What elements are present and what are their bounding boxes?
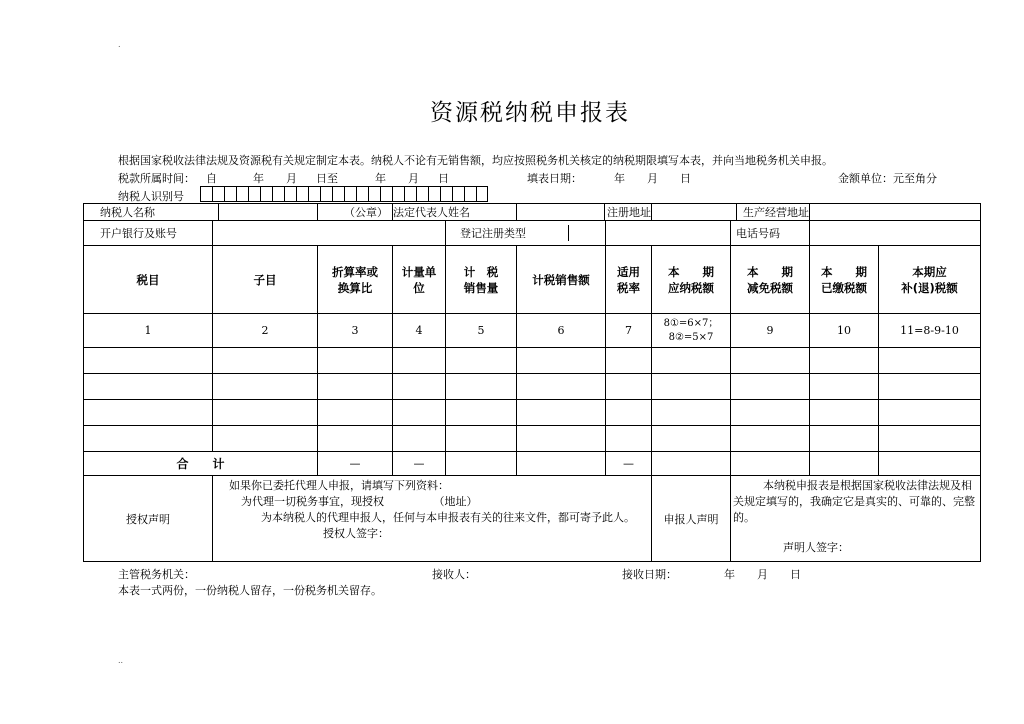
declaration-row: [84, 476, 981, 562]
col-header-sales-amount: 计税销售额: [517, 246, 606, 314]
col-header-tax-refund-text: 本期应 补(退)税额: [901, 264, 958, 295]
period-year-2: 年: [375, 172, 386, 185]
form-title: 资源税纳税申报表: [430, 100, 630, 126]
col-header-tax-payable: [652, 246, 731, 314]
col-header-tax-rate-text: 适用 税率: [617, 264, 640, 295]
col-header-tax-paid: [810, 246, 879, 314]
intro-text: 根据国家税收法律法规及资源税有关规定制定本表。纳税人不论有无销售额，均应按照税务机关核定的纳税期限填写本表，并向当地税务机关申报。: [118, 154, 833, 167]
tax-period-label: 税款所属时间：: [118, 172, 195, 185]
declarant-text: 本纳税申报表是根据国家税收法律法规及相关规定填写的，我确定它是真实的、可靠的、完整的。: [733, 479, 975, 524]
table-row: [84, 374, 981, 400]
period-from: 自: [206, 172, 217, 185]
reg-type-field-ext[interactable]: [606, 221, 731, 246]
total-dash-1: —: [318, 452, 393, 476]
reg-type-label: 登记注册类型: [446, 225, 569, 241]
col-number-8-text: 8①=6×7； 8②=5×7: [663, 317, 719, 343]
table-row: [84, 426, 981, 452]
total-dash-2: —: [393, 452, 446, 476]
col-number-6: 6: [517, 314, 606, 348]
period-year-1: 年: [253, 172, 264, 185]
col-header-tax-item: 税目: [84, 246, 213, 314]
total-dash-3: —: [606, 452, 652, 476]
authorization-line-1: 如果你已委托代理人申报，请填写下列资料：: [229, 479, 449, 492]
col-number-8: [652, 314, 731, 348]
period-month-2: 月: [408, 172, 419, 185]
col-number-5: 5: [446, 314, 517, 348]
col-number-3: 3: [318, 314, 393, 348]
fill-date-label: 填表日期：: [527, 172, 582, 185]
taxpayer-name-label: 纳税人名称: [84, 204, 219, 220]
taxpayer-id-label: 纳税人识别号: [118, 190, 184, 203]
col-number-4: 4: [393, 314, 446, 348]
declarant-label: 申报人声明: [652, 476, 731, 562]
phone-label: 电话号码: [736, 227, 780, 240]
phone-field[interactable]: [810, 221, 981, 246]
col-number-10: 10: [810, 314, 879, 348]
authorization-line-3: 为本纳税人的代理申报人，任何与本申报表有关的往来文件，都可寄予此人。: [261, 511, 635, 524]
biz-address-field[interactable]: [810, 204, 981, 221]
col-number-1: 1: [84, 314, 213, 348]
col-header-tax-refund: [879, 246, 981, 314]
col-header-tax-reduction-text: 本 期 减免税额: [747, 264, 793, 295]
table-row: [84, 348, 981, 374]
bank-info-row: [84, 221, 981, 246]
reg-type-field[interactable]: [569, 225, 605, 241]
official-seal-field[interactable]: （公章）: [318, 204, 393, 220]
table-row: [84, 400, 981, 426]
bank-account-field[interactable]: [213, 221, 446, 246]
period-day-2: 日: [438, 172, 449, 185]
period-day-to: 日至: [316, 172, 338, 185]
taxpayer-name-field[interactable]: [219, 204, 317, 220]
receive-date-label: 接收日期：: [622, 568, 677, 581]
declaration-table: [83, 203, 981, 562]
taxpayer-info-row: [84, 204, 981, 221]
reg-address-label: 注册地址: [607, 206, 651, 219]
col-header-conversion-rate: [318, 246, 393, 314]
col-header-unit: [393, 246, 446, 314]
total-row: [84, 452, 981, 476]
total-label: 合 计: [84, 452, 318, 476]
col-header-tax-rate: [606, 246, 652, 314]
col-header-conversion-rate-text: 折算率或 换算比: [332, 264, 378, 295]
legal-rep-label: 法定代表人姓名: [393, 206, 470, 219]
declarant-content: [731, 476, 981, 562]
col-header-unit-text: 计量单 位: [401, 264, 437, 295]
col-header-tax-payable-text: 本 期 应纳税额: [668, 264, 714, 295]
col-header-tax-paid-text: 本 期 已缴税额: [821, 264, 867, 295]
col-header-sales-volume-text: 计 税 销售量: [463, 264, 499, 295]
authorization-label: 授权声明: [84, 476, 213, 562]
column-header-row: [84, 246, 981, 314]
receiver-label: 接收人：: [432, 568, 476, 581]
col-number-7: 7: [606, 314, 652, 348]
col-header-sales-volume: [446, 246, 517, 314]
reg-address-field[interactable]: [652, 204, 737, 220]
col-number-9: 9: [731, 314, 810, 348]
authorization-line-2: 为代理一切税务事宜，现授权 （地址）: [241, 495, 478, 508]
amount-unit: 金额单位：元至角分: [838, 172, 937, 185]
col-number-2: 2: [213, 314, 318, 348]
col-header-sub-item: 子目: [213, 246, 318, 314]
tax-authority-label: 主管税务机关：: [118, 568, 195, 581]
bank-account-label: 开户银行及账号: [84, 221, 213, 246]
period-month-1: 月: [286, 172, 297, 185]
corner-dot-bottom: ..: [118, 656, 124, 665]
authorization-content: [213, 476, 652, 562]
declarant-signature[interactable]: 声明人签字：: [783, 541, 849, 554]
corner-dot-top: .: [118, 40, 121, 49]
fill-date-fields: 年 月 日: [614, 172, 691, 185]
col-number-11: 11=8-9-10: [879, 314, 981, 348]
taxpayer-id-cells[interactable]: [200, 186, 488, 202]
col-header-tax-reduction: [731, 246, 810, 314]
receive-date-fields: 年 月 日: [724, 568, 801, 581]
copies-note: 本表一式两份，一份纳税人留存，一份税务机关留存。: [118, 584, 382, 597]
column-number-row: [84, 314, 981, 348]
legal-rep-field[interactable]: [517, 204, 605, 220]
authorization-signature[interactable]: 授权人签字：: [323, 527, 389, 540]
biz-address-label: 生产经营地址: [743, 206, 809, 219]
